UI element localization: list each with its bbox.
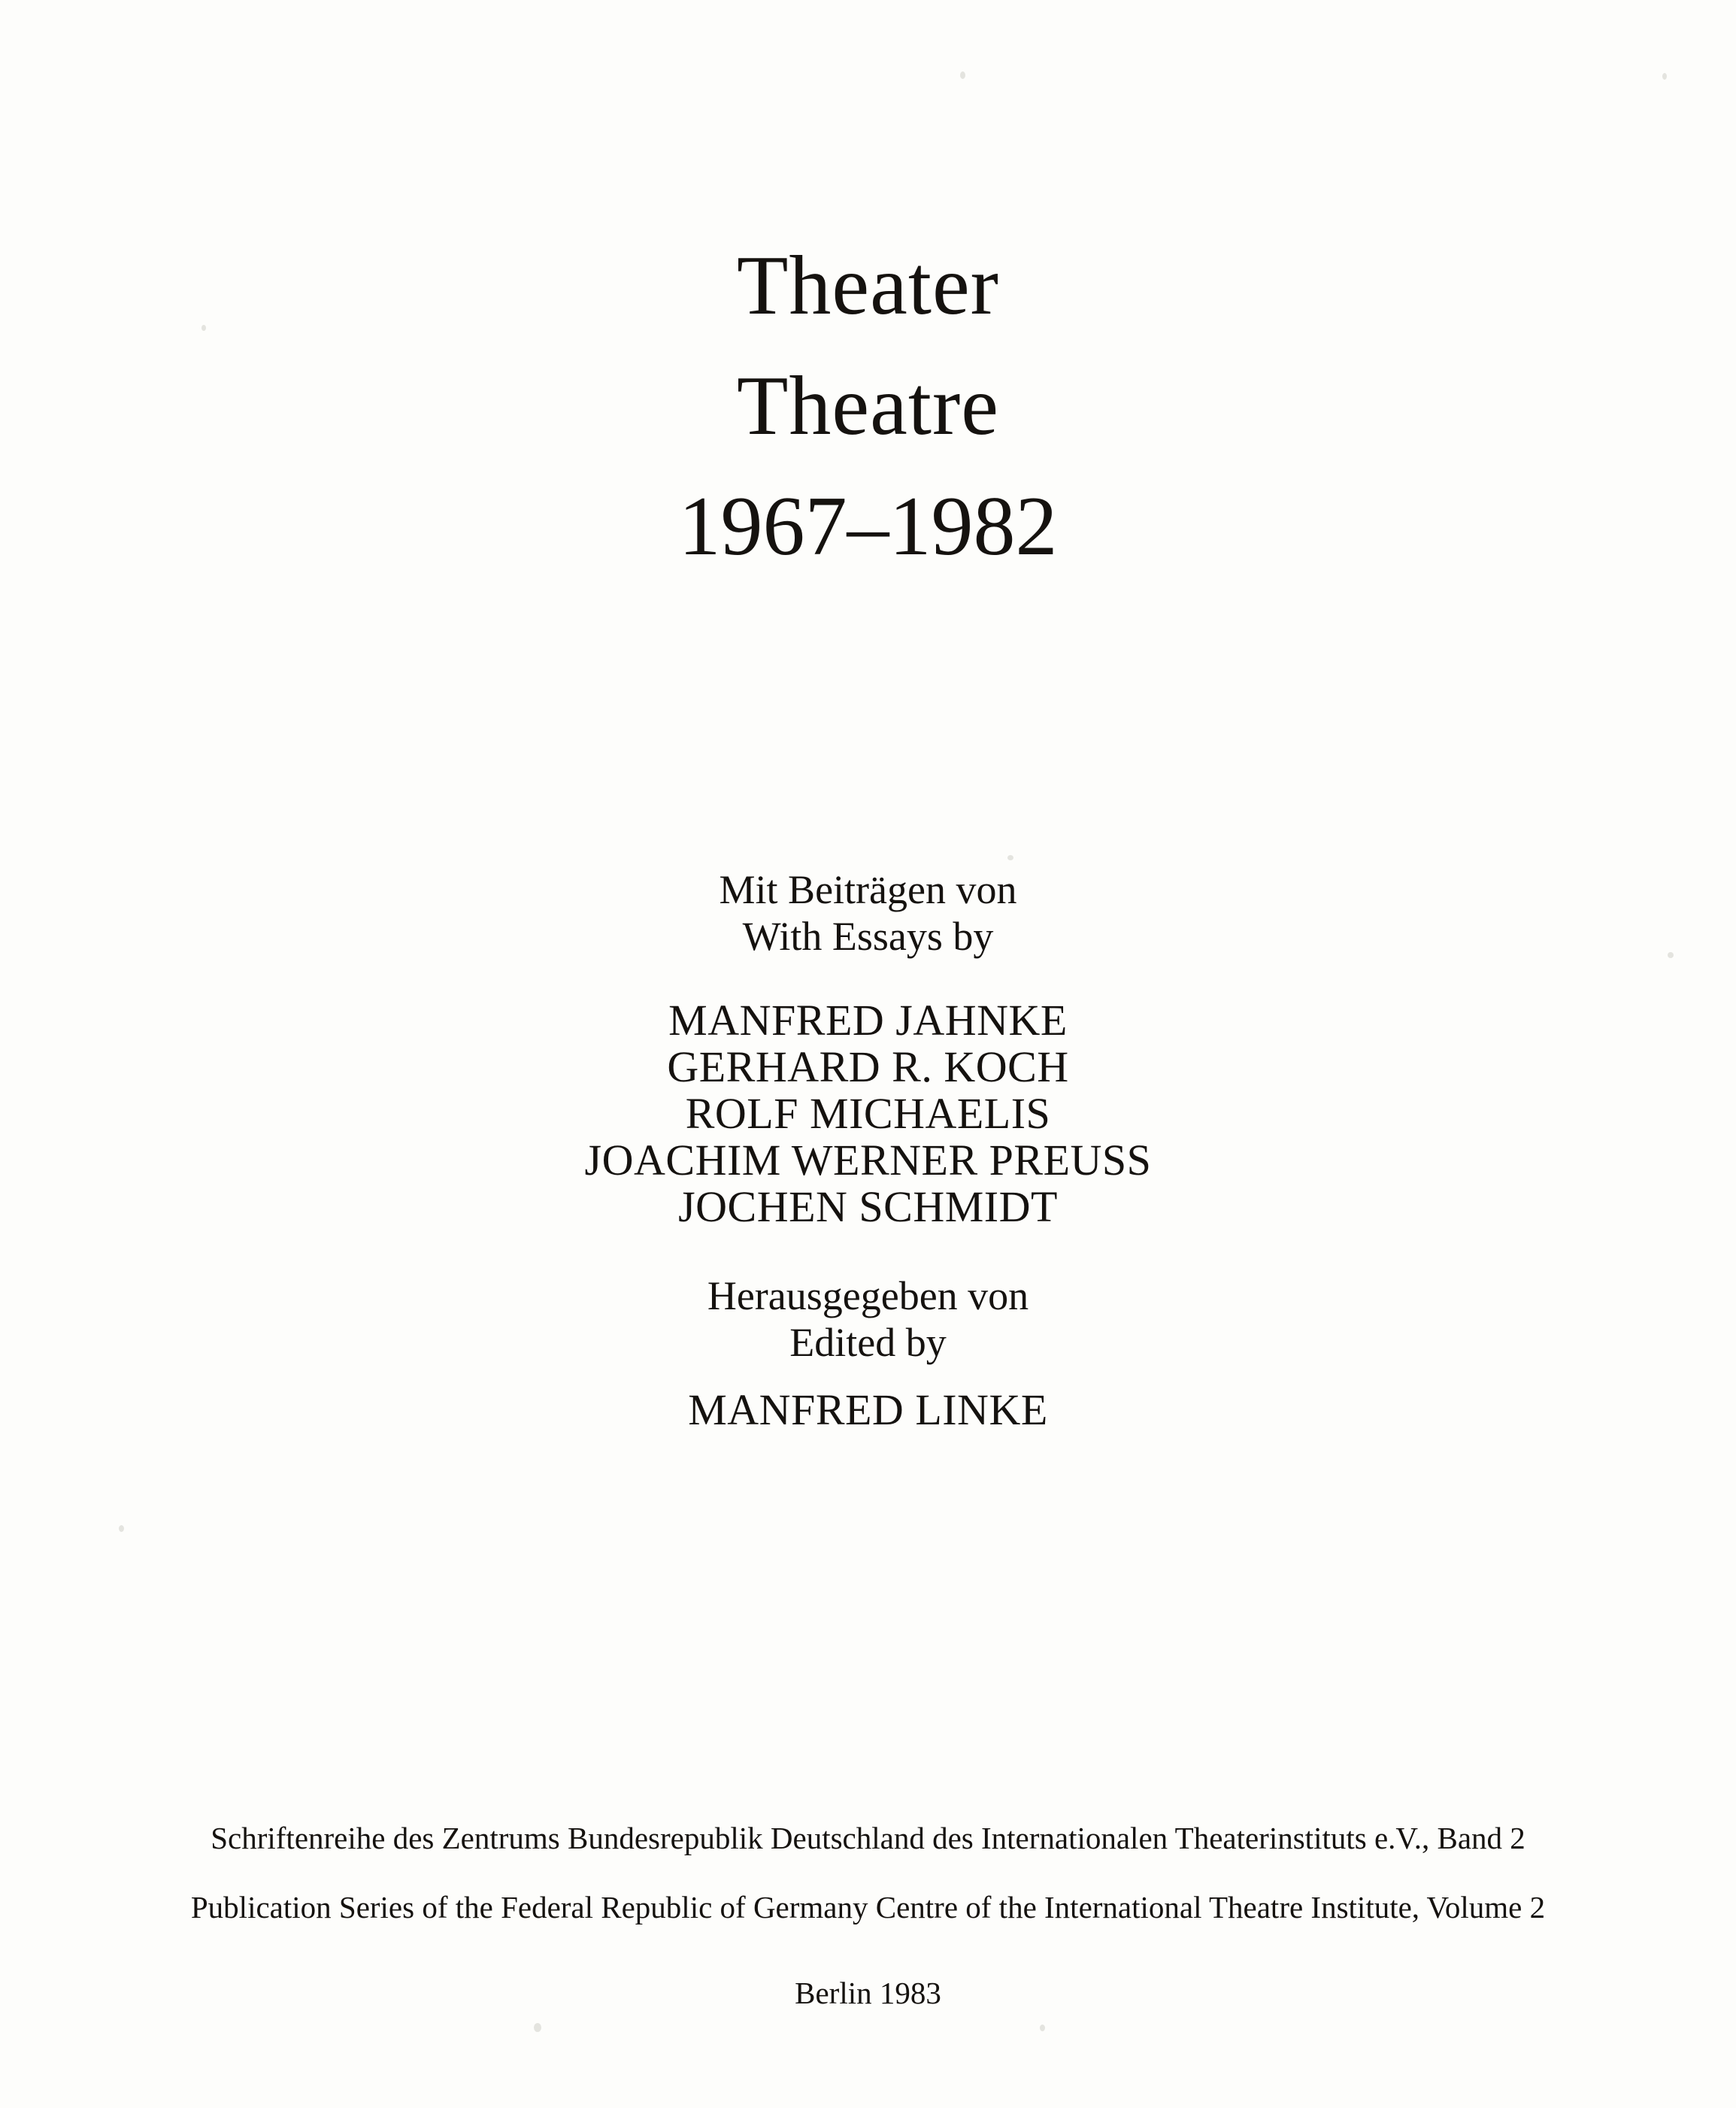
series-footer [0, 1820, 1736, 2011]
scan-speck [1040, 2025, 1045, 2031]
scan-speck [1007, 855, 1013, 860]
editor-label-german: Herausgegeben von [707, 1273, 1029, 1318]
series-line-english: Publication Series of the Federal Republic of Germany Centre of the International Theatre Institute, Volume 2 [190, 1890, 1546, 1924]
editor-name: MANFRED LINKE [688, 1385, 1048, 1434]
title-line-english: Theatre [737, 359, 999, 453]
scan-speck [1662, 73, 1667, 80]
editor-label-english: Edited by [789, 1320, 947, 1365]
series-line-german: Schriftenreihe des Zentrums Bundesrepublik Deutschland des Internationalen Theaterinstituts e.V., Band 2 [211, 1821, 1525, 1855]
author-name: JOACHIM WERNER PREUSS [584, 1136, 1152, 1184]
contributors-section [0, 866, 1736, 1433]
scan-speck [119, 1525, 124, 1532]
author-name: ROLF MICHAELIS [685, 1089, 1051, 1138]
author-name: JOCHEN SCHMIDT [678, 1182, 1058, 1231]
author-list [0, 997, 1736, 1230]
scan-speck [960, 71, 965, 79]
author-name: GERHARD R. KOCH [667, 1042, 1069, 1091]
scan-speck [534, 2023, 541, 2032]
title-line-german: Theater [737, 239, 999, 332]
contributors-intro-english: With Essays by [742, 914, 994, 959]
title-line-years: 1967–1982 [678, 480, 1058, 573]
contributors-intro-german: Mit Beiträgen von [719, 867, 1017, 912]
place-and-year: Berlin 1983 [795, 1976, 941, 2010]
editor-section [0, 1272, 1736, 1433]
page-title [0, 226, 1736, 587]
author-name: MANFRED JAHNKE [668, 996, 1068, 1045]
